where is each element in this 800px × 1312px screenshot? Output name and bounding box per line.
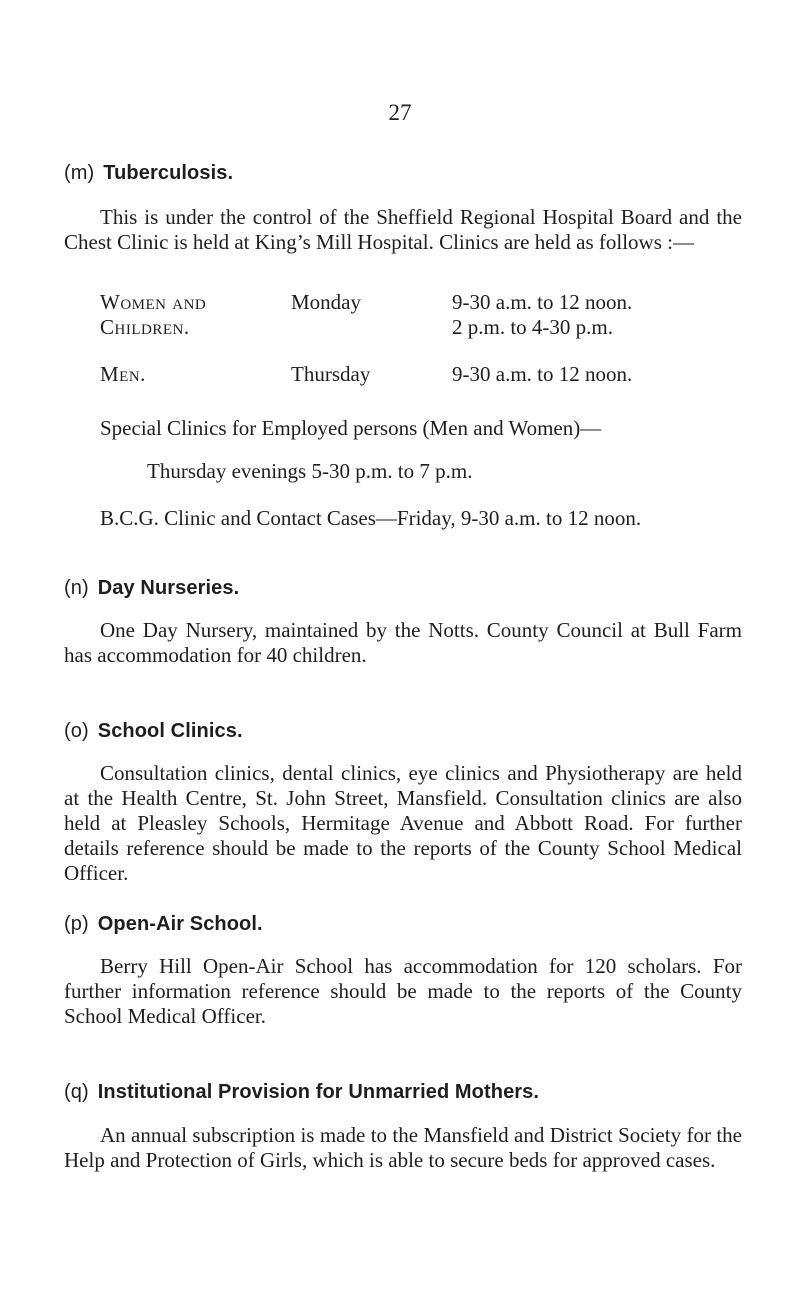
section-m-intro: This is under the control of the Sheffield Regional Hospital Board and the Chest Clinic is held at King’s Mill Hospital. Clinics are held as follows :— bbox=[64, 205, 742, 254]
section-m-letter: (m) bbox=[64, 162, 95, 184]
section-m-title: Tuberculosis. bbox=[103, 162, 234, 184]
section-q-body: An annual subscription is made to the Mansfield and District Society for the Help and Protection of Girls, which is able to secure beds for approved cases. bbox=[64, 1123, 742, 1172]
section-o-heading bbox=[64, 720, 243, 743]
section-o-title: School Clinics. bbox=[97, 720, 243, 742]
section-n-title: Day Nurseries. bbox=[97, 577, 240, 599]
section-n-body: One Day Nursery, maintained by the Notts. County Council at Bull Farm has accommodation for 40 children. bbox=[64, 618, 742, 667]
special-clinics-line-2: Thursday evenings 5-30 p.m. to 7 p.m. bbox=[147, 459, 473, 483]
women-group-line1: Women and bbox=[100, 290, 207, 314]
section-p-heading bbox=[64, 913, 263, 936]
section-q-title: Institutional Provision for Unmarried Mothers. bbox=[97, 1081, 540, 1103]
women-day: Monday bbox=[291, 290, 361, 314]
section-q-heading bbox=[64, 1081, 539, 1104]
section-p-title: Open-Air School. bbox=[97, 913, 263, 935]
women-time-2: 2 p.m. to 4-30 p.m. bbox=[452, 315, 613, 339]
section-o-letter: (o) bbox=[64, 720, 89, 742]
section-p-letter: (p) bbox=[64, 913, 89, 935]
women-time-1: 9-30 a.m. to 12 noon. bbox=[452, 290, 633, 314]
bcg-clinic-line: B.C.G. Clinic and Contact Cases—Friday, 9-30 a.m. to 12 noon. bbox=[100, 506, 642, 530]
section-n-letter: (n) bbox=[64, 577, 89, 599]
section-n-heading bbox=[64, 577, 239, 600]
special-clinics-line-1: Special Clinics for Employed persons (Men and Women)— bbox=[100, 416, 602, 440]
men-time: 9-30 a.m. to 12 noon. bbox=[452, 362, 633, 386]
section-q-letter: (q) bbox=[64, 1081, 89, 1103]
women-group-line2: Children. bbox=[100, 315, 190, 339]
page-number: 27 bbox=[388, 100, 412, 125]
section-p-body: Berry Hill Open-Air School has accommodation for 120 scholars. For further information reference should be made to the reports of the County School Medical Officer. bbox=[64, 954, 742, 1028]
section-o-body: Consultation clinics, dental clinics, eye clinics and Physiotherapy are held at the Health Centre, St. John Street, Mansfield. Consultation clinics are also held at Pleasley Schools, Hermitage Avenue and Abbott Road. For further details reference should be made to the reports of the County School Medical Officer. bbox=[64, 761, 742, 885]
men-day: Thursday bbox=[291, 362, 371, 386]
men-group: Men. bbox=[100, 362, 146, 386]
section-m-heading bbox=[64, 162, 233, 185]
